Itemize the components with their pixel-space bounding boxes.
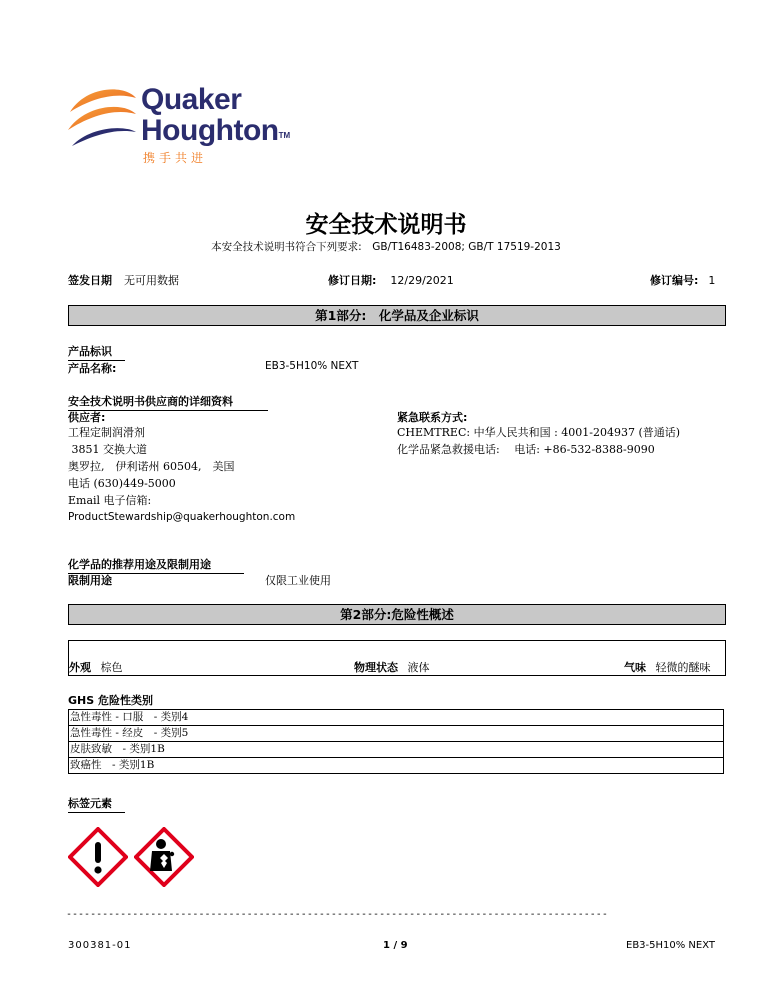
- table-row: [69, 726, 724, 742]
- supplier-line: 电话 (630)449-5000: [68, 477, 176, 490]
- physical-state: [354, 659, 430, 675]
- logo-word-line1: Quaker: [141, 83, 242, 116]
- appearance: [69, 659, 123, 675]
- product-name-label: 产品名称:: [68, 362, 117, 375]
- section-1-header: 第1部分: 化学品及企业标识: [68, 305, 726, 326]
- footer-divider: ------------------------------------------------------------------------------------------: [66, 909, 608, 920]
- restricted-use-value: 仅限工业使用: [265, 574, 331, 587]
- revision-date: [328, 272, 454, 288]
- issue-date-value: 无可用数据: [124, 274, 179, 287]
- section-2-header: 第2部分:危险性概述: [68, 604, 726, 625]
- emergency-contact-label: 紧急联系方式:: [397, 411, 468, 424]
- document-subtitle: 本安全技术说明书符合下列要求: GB/T16483-2008; GB/T 17519-2013: [211, 241, 561, 253]
- emergency-contact: [397, 424, 680, 458]
- health-hazard-icon: [134, 827, 194, 887]
- odor-value: 轻微的醚味: [655, 661, 711, 674]
- exclamation-mark-icon: [68, 827, 128, 887]
- revision-date-value: 12/29/2021: [390, 274, 454, 287]
- product-name-value: EB3-5H10% NEXT: [265, 360, 359, 372]
- ghs-category: 急性毒性 - 经皮 - 类别5: [69, 726, 724, 742]
- supplier-address: [68, 424, 295, 526]
- odor: [624, 659, 711, 675]
- footer-page-number: 1 / 9: [383, 940, 408, 951]
- appearance-box: [68, 640, 726, 676]
- supplier-line: Email 电子信箱:: [68, 494, 152, 507]
- label-elements-heading: 标签元素: [68, 795, 125, 813]
- footer-doc-code: 300381-01: [68, 940, 132, 951]
- revision-number-value: 1: [708, 274, 716, 287]
- physical-state-label: 物理状态: [354, 661, 398, 674]
- ghs-category: 致癌性 - 类别1B: [69, 758, 724, 774]
- recommended-use-heading: 化学品的推荐用途及限制用途: [68, 556, 244, 574]
- logo-wordmark: [141, 84, 290, 151]
- ghs-classification-heading: GHS 危险性类别: [68, 692, 166, 710]
- revision-number: [650, 272, 715, 288]
- supplier-details-heading: 安全技术说明书供应商的详细资料: [68, 393, 268, 411]
- appearance-label: 外观: [69, 661, 91, 674]
- issue-date: [68, 272, 179, 288]
- odor-label: 气味: [624, 661, 646, 674]
- product-id-heading: 产品标识: [68, 343, 125, 361]
- revision-number-label: 修订编号:: [650, 274, 699, 287]
- issue-date-label: 签发日期: [68, 274, 112, 287]
- logo-tagline: 携手共进: [143, 151, 208, 165]
- footer-product-name: EB3-5H10% NEXT: [626, 940, 716, 951]
- appearance-value: 棕色: [100, 661, 123, 674]
- revision-date-label: 修订日期:: [328, 274, 377, 287]
- ghs-classification-table: [68, 709, 724, 774]
- document-title: 安全技术说明书: [305, 212, 467, 238]
- restricted-use-label: 限制用途: [68, 574, 112, 587]
- logo-trademark: TM: [278, 131, 291, 140]
- ghs-category: 急性毒性 - 口服 - 类别4: [69, 710, 724, 726]
- table-row: [69, 758, 724, 774]
- emergency-line: 化学品紧急救援电话: 电话: +86-532-8388-9090: [397, 443, 655, 456]
- table-row: [69, 710, 724, 726]
- supplier-label: 供应者:: [68, 411, 106, 424]
- supplier-line: 工程定制润滑剂: [68, 426, 145, 439]
- supplier-email[interactable]: ProductStewardship@quakerhoughton.com: [68, 511, 296, 523]
- table-row: [69, 742, 724, 758]
- ghs-category: 皮肤致敏 - 类别1B: [69, 742, 724, 758]
- emergency-line: CHEMTREC: 中华人民共和国 : 4001-204937 (普通话): [397, 426, 681, 439]
- supplier-line: 奥罗拉, 伊利诺州 60504, 美国: [68, 460, 235, 473]
- physical-state-value: 液体: [407, 661, 430, 674]
- logo-word-line2: Houghton: [141, 114, 279, 147]
- supplier-line: 3851 交换大道: [68, 443, 147, 456]
